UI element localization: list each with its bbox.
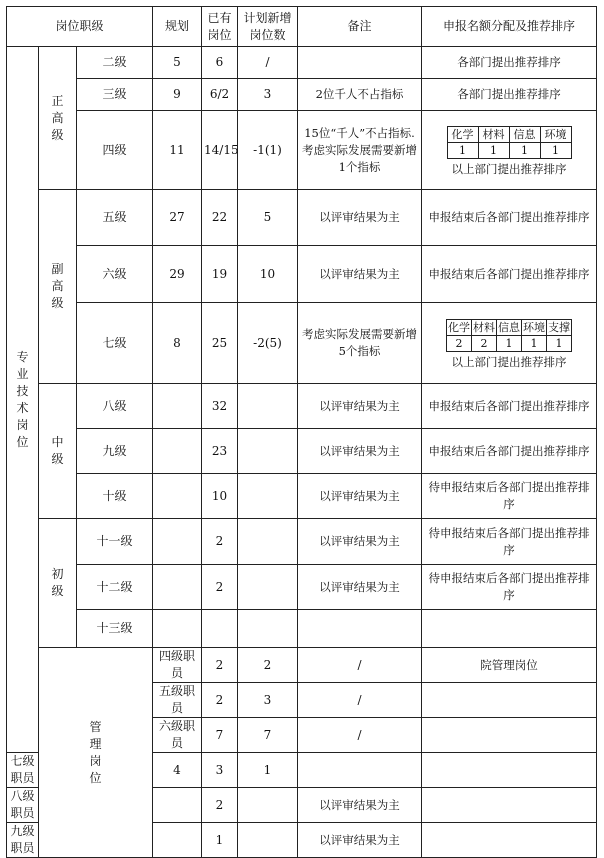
plan-cell: 11 [153,111,202,190]
alloc-cell: 待申报结束后各部门提出推荐排序 [422,519,597,565]
level-cell: 十级 [77,474,153,519]
plan-cell: 7 [202,718,238,753]
alloc-cell [422,610,597,648]
level-cell: 八级 [77,384,153,429]
level-cell: 六级职员 [153,718,202,753]
new-cell [238,565,298,610]
level-cell: 六级 [77,246,153,303]
subgroup-junior: 初级 [39,519,77,648]
dept-name: 信息 [498,320,520,334]
new-cell: / [298,683,422,718]
existing-cell: 2 [202,565,238,610]
plan-cell [153,565,202,610]
table-row [7,47,597,79]
plan-cell [153,519,202,565]
level-cell: 四级职员 [153,648,202,683]
dept-quota: 1 [540,142,571,158]
new-cell [238,788,298,823]
alloc-cell [422,303,597,384]
dept-quota: 2 [447,335,472,351]
header-allocation: 申报名额分配及推荐排序 [422,7,597,47]
existing-cell: 10 [202,474,238,519]
header-post: 岗位职级 [7,7,153,47]
new-cell [238,823,298,858]
header-row [7,7,597,47]
level-cell: 五级 [77,190,153,246]
alloc-cell [422,111,597,190]
table-row [7,565,597,610]
level-cell: 十一级 [77,519,153,565]
header-existing: 已有岗位 [202,7,238,47]
note-cell: 以评审结果为主 [298,384,422,429]
note-cell: 考虑实际发展需要新增5个指标 [298,303,422,384]
level-cell: 四级 [77,111,153,190]
plan-cell [153,384,202,429]
new-cell: 10 [238,246,298,303]
plan-cell: 8 [153,303,202,384]
table-row [7,648,597,683]
alloc-cell: 申报结束后各部门提出推荐排序 [422,429,597,474]
existing-cell: 22 [202,190,238,246]
table-row [7,246,597,303]
existing-cell: 1 [202,823,238,858]
note-cell: 以评审结果为主 [298,565,422,610]
dept-name: 环境 [523,320,545,334]
plan-cell [153,788,202,823]
dept-name: 环境 [540,126,571,142]
new-cell [238,384,298,429]
new-cell [238,610,298,648]
alloc-cell [422,823,597,858]
plan-cell [153,823,202,858]
existing-cell: 32 [202,384,238,429]
note-cell: 院管理岗位 [422,648,597,683]
dept-quota: 1 [497,335,522,351]
alloc-cell: 待申报结束后各部门提出推荐排序 [422,565,597,610]
new-cell: / [298,648,422,683]
existing-cell [202,610,238,648]
note-cell: 2位千人不占指标 [298,79,422,111]
alloc-cell: 申报结束后各部门提出推荐排序 [422,246,597,303]
plan-cell [153,429,202,474]
note-cell [298,47,422,79]
table-row [7,111,597,190]
note-cell: 以评审结果为主 [298,823,422,858]
note-cell [422,683,597,718]
new-cell: / [238,47,298,79]
existing-cell: 23 [202,429,238,474]
group-professional: 专业技术岗位 [7,47,39,753]
note-cell: 以评审结果为主 [298,246,422,303]
dept-quota: 1 [509,142,540,158]
existing-cell: 14/15 [202,111,238,190]
new-cell: / [298,718,422,753]
existing-cell: 19 [202,246,238,303]
dept-name: 支撑 [548,320,570,334]
table-row [7,429,597,474]
alloc-note: 以上部门提出推荐排序 [451,354,567,369]
table-row [7,79,597,111]
alloc-cell: 待申报结束后各部门提出推荐排序 [422,474,597,519]
plan-cell: 9 [153,79,202,111]
new-cell: -2(5) [238,303,298,384]
header-plan: 规划 [153,7,202,47]
post-table [6,6,597,858]
level-cell: 九级 [77,429,153,474]
level-cell: 八级职员 [7,788,39,823]
note-cell: 以评审结果为主 [298,190,422,246]
existing-cell: 3 [202,753,238,788]
note-cell: 以评审结果为主 [298,429,422,474]
dept-quota: 1 [478,142,509,158]
alloc-cell: 申报结束后各部门提出推荐排序 [422,190,597,246]
plan-cell [153,474,202,519]
dept-name: 材料 [478,126,509,142]
dept-name: 化学 [448,320,470,334]
level-cell: 十二级 [77,565,153,610]
dept-quota: 1 [547,335,572,351]
existing-cell: 3 [238,683,298,718]
plan-cell: 29 [153,246,202,303]
alloc-cell: 各部门提出推荐排序 [422,79,597,111]
header-note: 备注 [298,7,422,47]
dept-quota-table [446,319,572,352]
alloc-cell [422,753,597,788]
new-cell: -1(1) [238,111,298,190]
existing-cell: 2 [202,788,238,823]
alloc-cell [422,788,597,823]
plan-cell [153,610,202,648]
existing-cell: 2 [202,519,238,565]
note-cell: 以评审结果为主 [298,474,422,519]
plan-cell: 2 [202,648,238,683]
existing-cell: 25 [202,303,238,384]
alloc-note: 以上部门提出推荐排序 [451,161,567,176]
group-management: 管理岗位 [39,648,153,858]
level-cell: 五级职员 [153,683,202,718]
plan-cell: 4 [153,753,202,788]
alloc-cell: 各部门提出推荐排序 [422,47,597,79]
alloc-cell: 申报结束后各部门提出推荐排序 [422,384,597,429]
level-cell: 十三级 [77,610,153,648]
plan-cell: 27 [153,190,202,246]
new-cell: 1 [238,753,298,788]
new-cell: 3 [238,79,298,111]
existing-cell: 6/2 [202,79,238,111]
dept-quota: 2 [472,335,497,351]
table-row [7,519,597,565]
existing-cell: 2 [238,648,298,683]
new-cell [238,474,298,519]
level-cell: 七级 [77,303,153,384]
subgroup-middle: 中级 [39,384,77,519]
plan-cell: 2 [202,683,238,718]
subgroup-deputy: 副高级 [39,190,77,384]
note-cell [422,718,597,753]
plan-cell: 5 [153,47,202,79]
note-cell: 以评审结果为主 [298,519,422,565]
table-row [7,190,597,246]
dept-name: 信息 [509,126,540,142]
new-cell: 5 [238,190,298,246]
table-row [7,303,597,384]
level-cell: 七级职员 [7,753,39,788]
table-row [7,610,597,648]
dept-name: 化学 [447,126,478,142]
dept-quota: 1 [522,335,547,351]
note-cell [298,753,422,788]
existing-cell: 7 [238,718,298,753]
dept-quota: 1 [447,142,478,158]
existing-cell: 6 [202,47,238,79]
table-row [7,384,597,429]
dept-name: 材料 [473,320,495,334]
new-cell [238,429,298,474]
header-new: 计划新增岗位数 [238,7,298,47]
note-cell [298,610,422,648]
dept-quota-table [447,126,572,159]
note-cell: 以评审结果为主 [298,788,422,823]
level-cell: 九级职员 [7,823,39,858]
level-cell: 二级 [77,47,153,79]
table-row [7,474,597,519]
new-cell [238,519,298,565]
note-cell: 15位“千人”不占指标. 考虑实际发展需要新增1个指标 [298,111,422,190]
subgroup-senior: 正高级 [39,47,77,190]
level-cell: 三级 [77,79,153,111]
